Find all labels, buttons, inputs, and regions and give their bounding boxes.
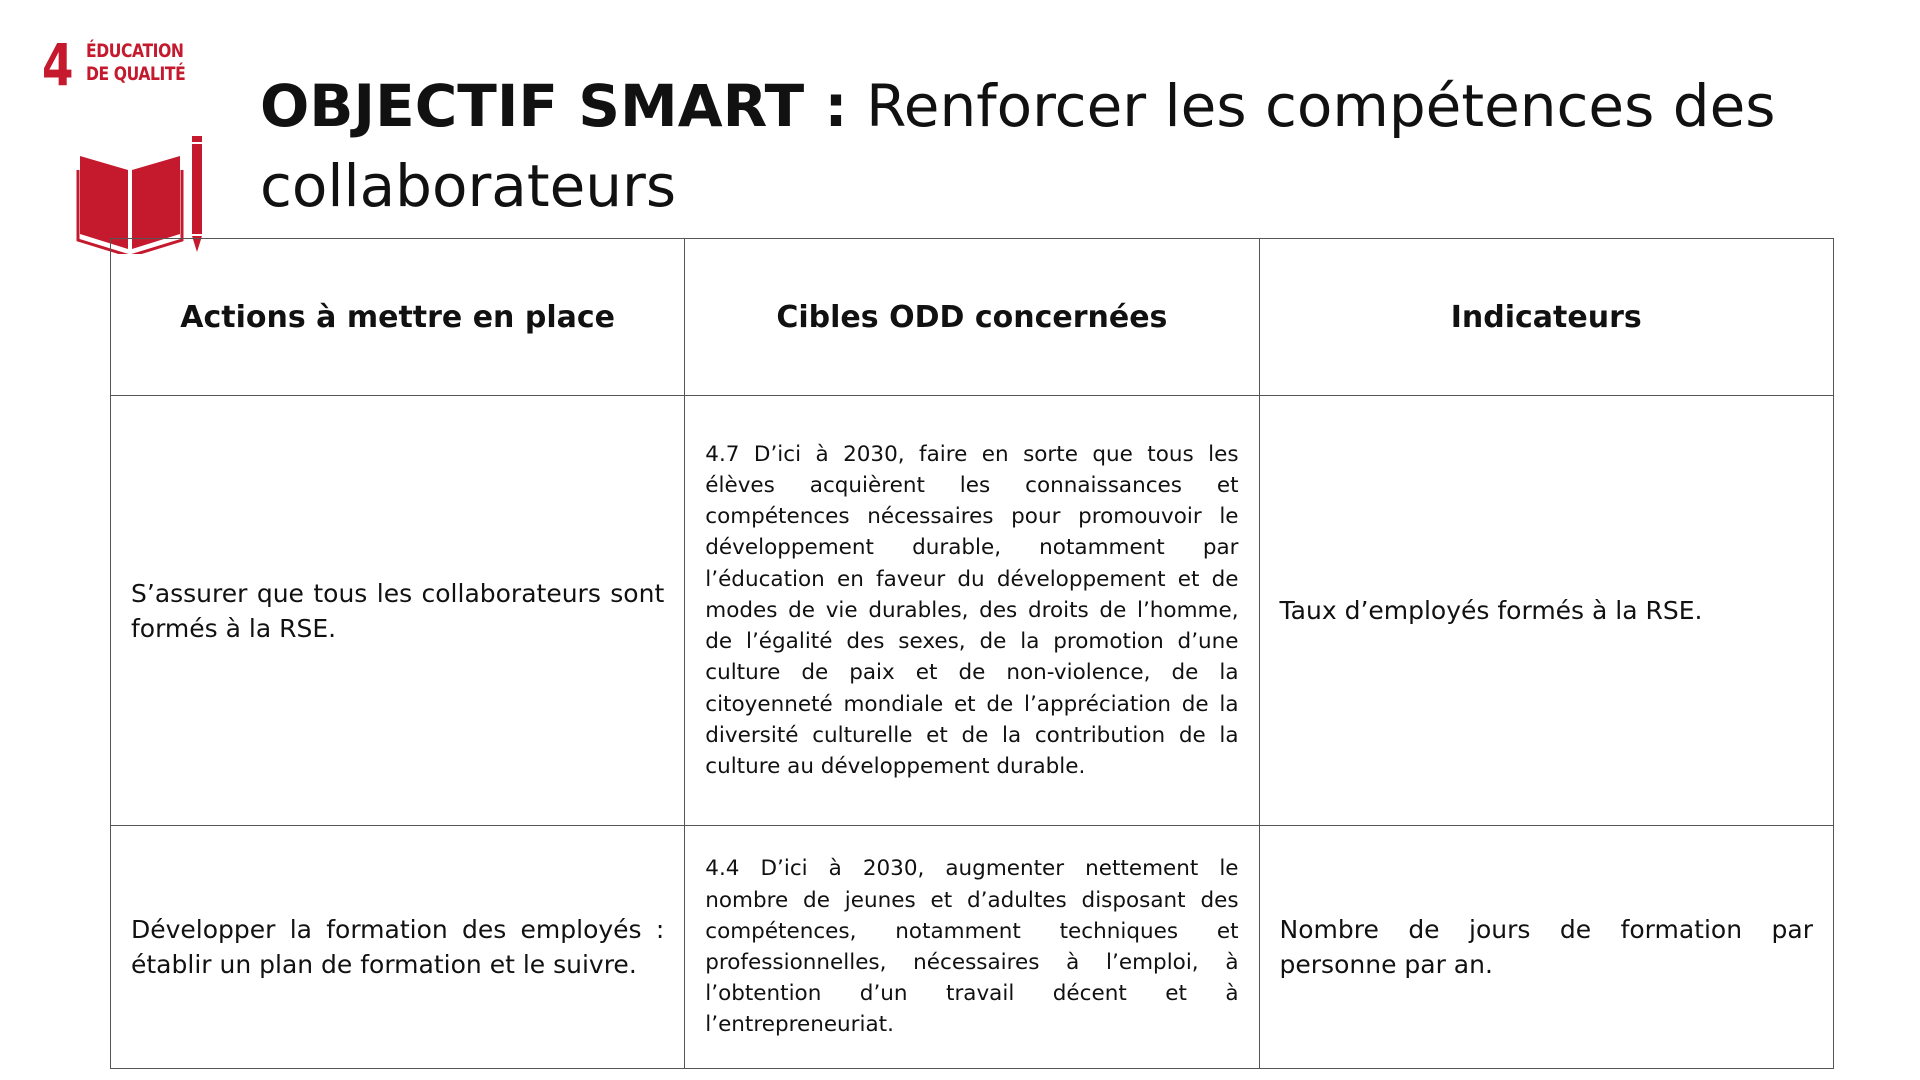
header-actions: Actions à mettre en place <box>111 239 685 396</box>
smart-objective-table <box>110 238 1834 1069</box>
header-indicators: Indicateurs <box>1259 239 1833 396</box>
sdg4-logo <box>40 31 220 226</box>
title-rest: Renforcer les compétences des collaborateurs <box>260 72 1776 220</box>
table-header-row <box>111 239 1834 396</box>
title-strong: OBJECTIF SMART : <box>260 72 848 140</box>
action-cell: S’assurer que tous les collaborateurs sont formés à la RSE. <box>111 396 685 826</box>
table-row <box>111 396 1834 826</box>
page-title <box>260 66 1820 226</box>
open-book-pencil-icon <box>76 114 216 254</box>
table-row <box>111 826 1834 1069</box>
sdg-label: ÉDUCATION DE QUALITÉ <box>86 40 186 85</box>
header-targets: Cibles ODD concernées <box>685 239 1259 396</box>
indicator-cell: Nombre de jours de formation par personne par an. <box>1259 826 1833 1069</box>
target-cell: 4.4 D’ici à 2030, augmenter nettement le nombre de jeunes et d’adultes disposant des compétences, notamment techniques et professionnelles, nécessaires à l’emploi, à l’obtention d’un travail décent et à l’entrepreneuriat. <box>685 826 1259 1069</box>
action-cell: Développer la formation des employés : établir un plan de formation et le suivre. <box>111 826 685 1069</box>
sdg-number: 4 <box>42 31 74 99</box>
target-cell: 4.7 D’ici à 2030, faire en sorte que tous les élèves acquièrent les connaissances et compétences nécessaires pour promouvoir le développement durable, notamment par l’éducation en faveur du développement et de modes de vie durables, des droits de l’homme, de l’égalité des sexes, de la promotion d’une culture de paix et de non-violence, de la citoyenneté mondiale et de l’appréciation de la diversité culturelle et de la contribution de la culture au développement durable. <box>685 396 1259 826</box>
indicator-cell: Taux d’employés formés à la RSE. <box>1259 396 1833 826</box>
